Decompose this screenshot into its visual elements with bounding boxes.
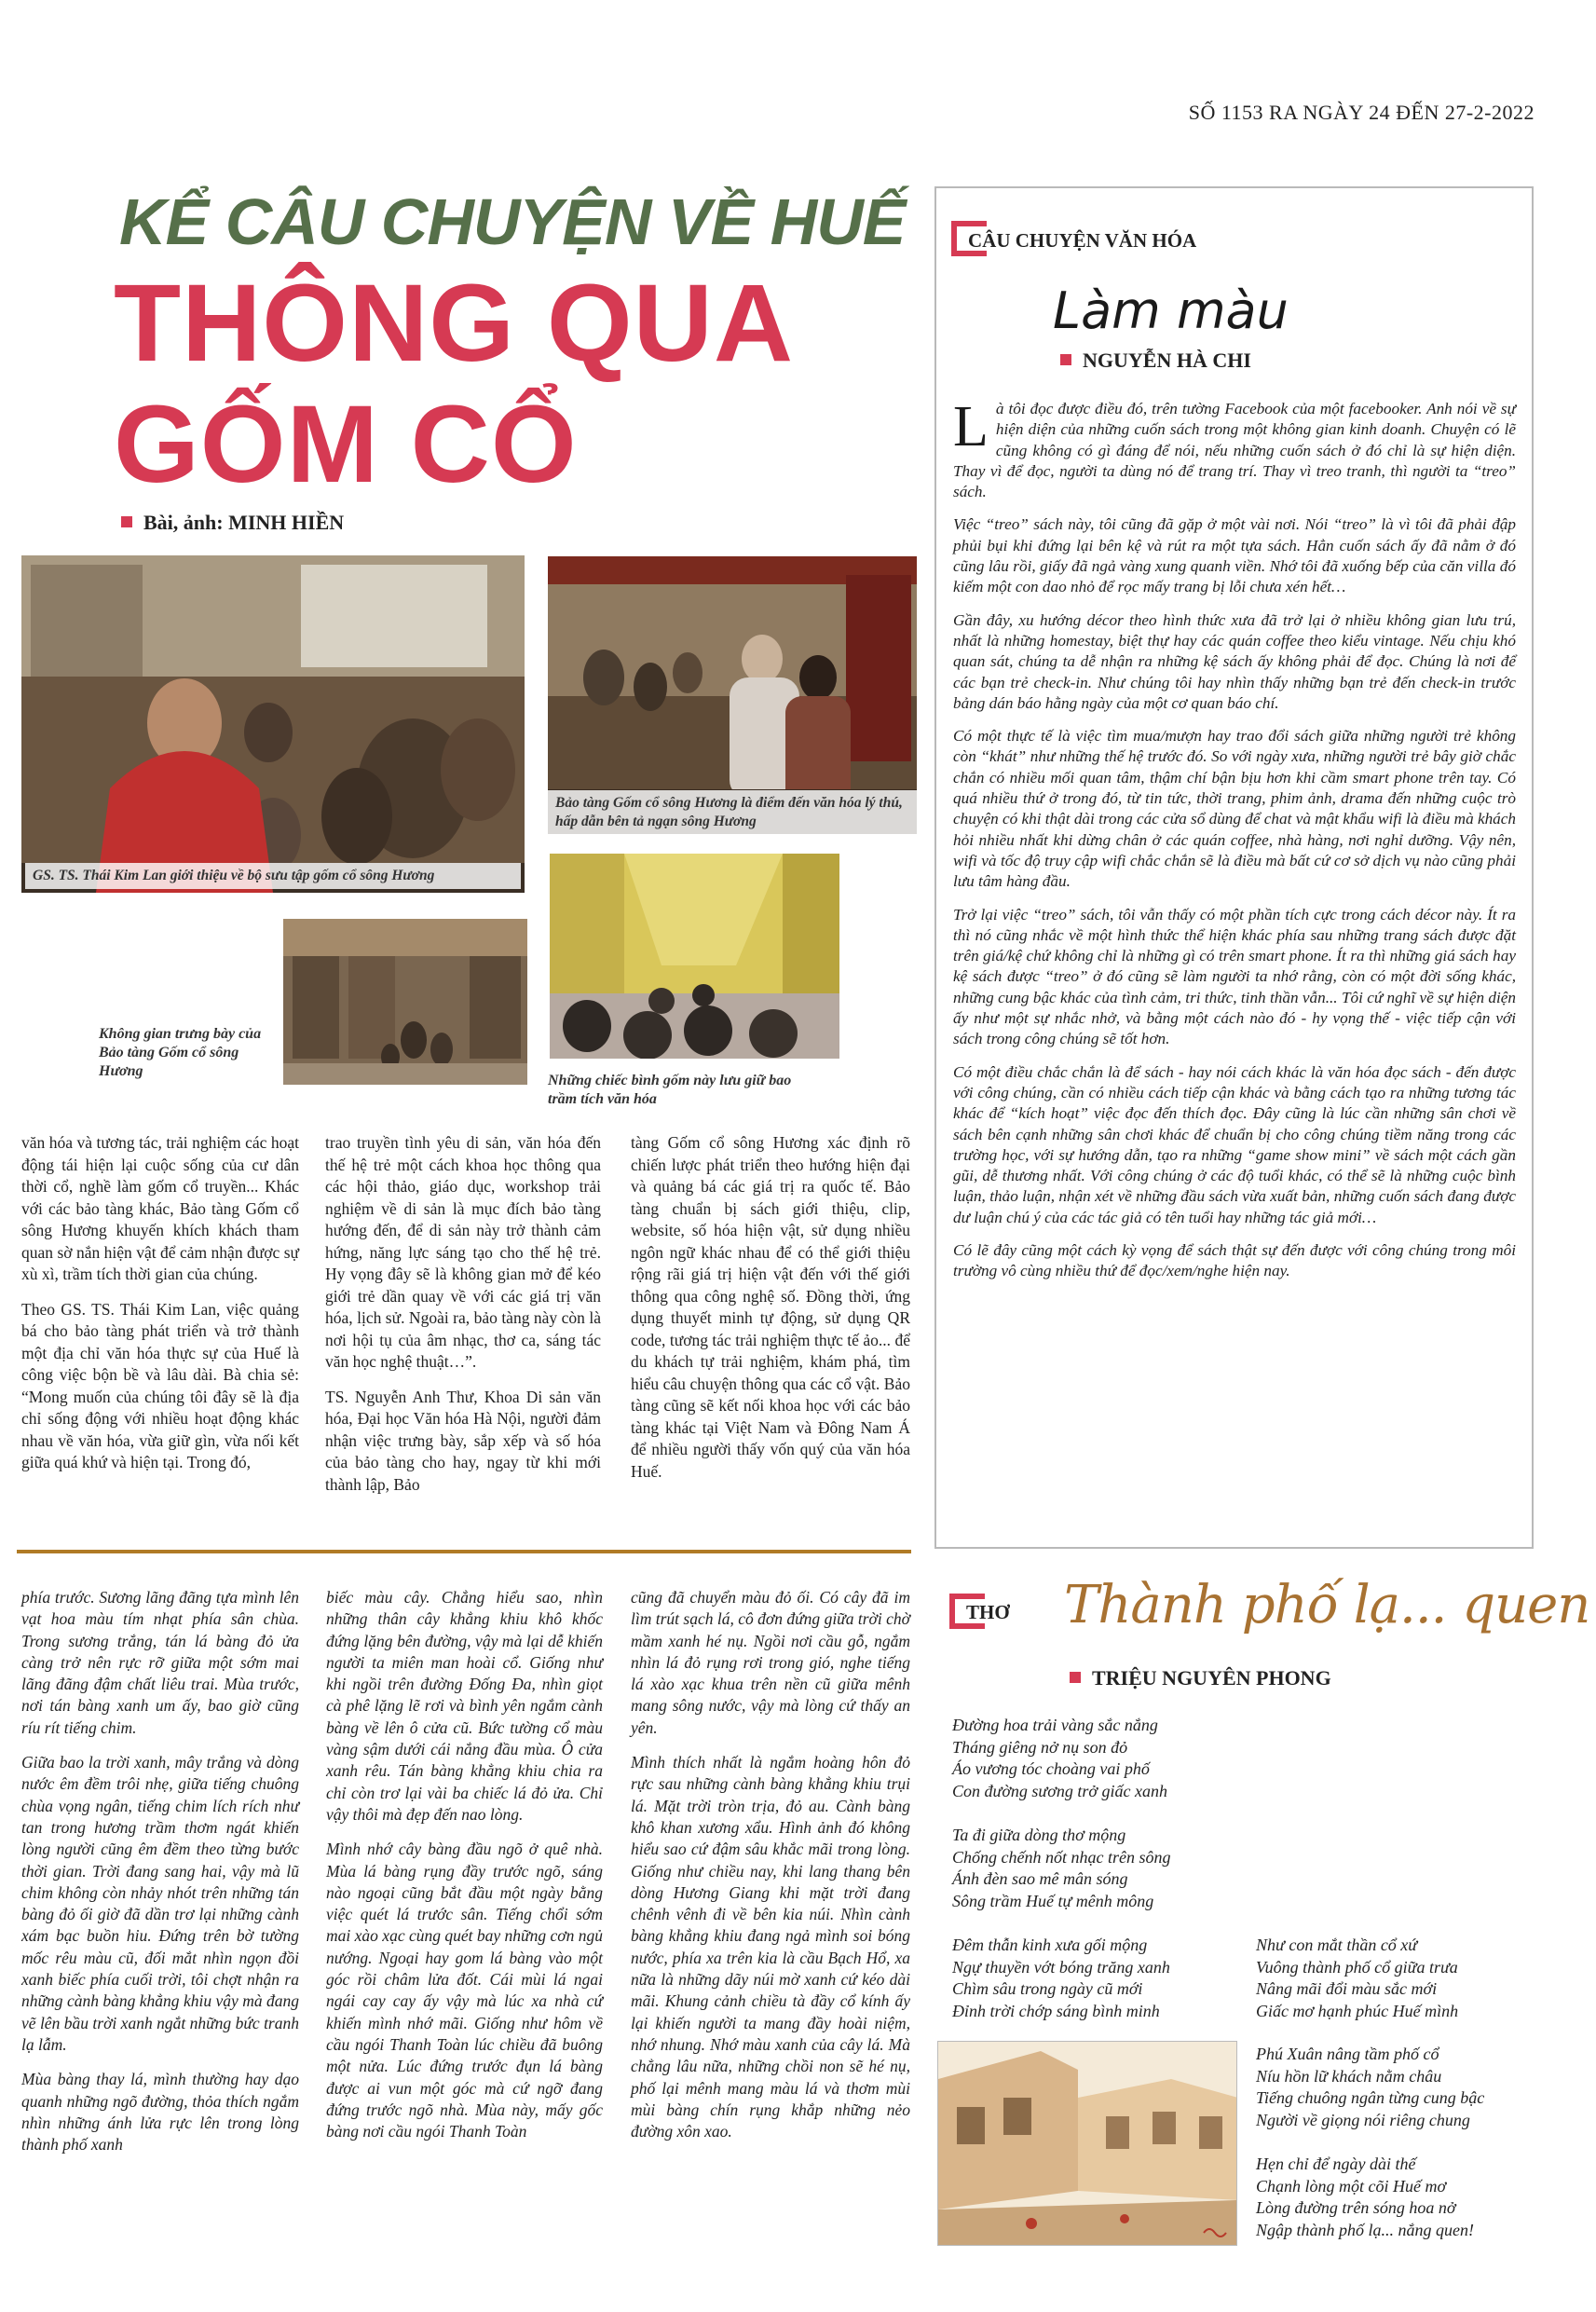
caption-photo-1: GS. TS. Thái Kim Lan giới thiệu về bộ sưu tập gốm cổ sông Hương [25, 863, 521, 889]
poem-title: Thành phố lạ... quen [1064, 1575, 1590, 1635]
culture-body [953, 395, 1516, 1294]
poem-line: Hẹn chỉ để ngày dài thế [1256, 2155, 1416, 2173]
article-headline [114, 263, 934, 505]
caption-photo-4: Những chiếc bình gốm này lưu giữ bao trầm tích văn hóa [548, 1073, 792, 1107]
culture-paragraph: Có một điều chắc chắn là để sách - hay nói cách khác là văn hóa đọc sách - đến được với công chúng, cần có nhiều cách tiếp cận khác và bằng cách tạo ra những tương tác khác để “kích hoạt” việc đọc đến thích đọc. Đây cũng là lúc cần những sân chơi về sách bên cạnh những sân chơi khác để chuẩn bị cho công chúng tiềm năng trong các trường học, với sự hướng dẫn, tạo ra những “game show mini” về sách một cách gần gũi, dễ thương nhất. Với công chúng ở các độ tuổi khác, có thể sẽ là những cuộc bình luận, thảo luận, nhận xét về những đầu sách vừa xuất bản, những cuốn sách đang được dư luận chú ý của các tác giả có tên tuổi hay những tác giả mới… [953, 1062, 1516, 1226]
poem-line: Níu hồn lữ khách nằm châu [1256, 2066, 1442, 2086]
poem-stanza-4 [1256, 1935, 1458, 2022]
article-column-2 [325, 1132, 601, 1509]
essay-column-1 [21, 1587, 299, 2168]
poem-line: Ngập thành phố lạ... nắng quen! [1256, 2220, 1474, 2239]
photo-exhibition-space [283, 919, 527, 1085]
article-byline [121, 511, 344, 535]
poem-line: Con đường sương trở giấc xanh [952, 1781, 1167, 1800]
poem-line: Đêm thẫn kinh xưa gối mộng [952, 1936, 1148, 1954]
culture-first-paragraph [953, 395, 1516, 502]
byline-text: Bài, ảnh: MINH HIỀN [143, 511, 345, 534]
article-kicker: KỂ CÂU CHUYỆN VỀ HUẾ [119, 185, 906, 258]
poem-stanza-5 [1256, 2044, 1484, 2131]
poem-stanza-1 [952, 1715, 1167, 1802]
essay-paragraph: Giữa bao la trời xanh, mây trắng và dòng nước êm đềm trôi nhẹ, giữa tiếng chuông chùa vọng ngân, tiếng chim lích rích như tan trong hương trầm thơm ngát khiến lòng người cũng êm đềm theo từng bước thời gian. Trời đang sang hai, vậy mà lũ chim không còn nhảy nhót trên những tán bàng đỏ ối giờ đã dần trơ lại những cành xám bạc buồn hiu. Đứng trên bờ tường mốc rêu màu cũ, đối mắt nhìn ngọn đồi xanh biếc phía cuối trời, tôi chợt nhận ra những cành bàng khẳng khiu vậy mà đang vẽ lên bầu trời xanh ngắt những bức tranh lạ lẫm. [21, 1753, 299, 2054]
poem-line: Ánh đèn sao mê mân sóng [952, 1869, 1128, 1888]
headline-line-2: GỐM CỔ [114, 383, 578, 506]
byline-square-icon [1060, 354, 1071, 365]
poem-line: Chìm sâu trong ngày cũ mới [952, 1979, 1143, 1998]
byline-text: TRIỆU NGUYÊN PHONG [1092, 1666, 1331, 1690]
essay-paragraph: cũng đã chuyển màu đỏ ối. Có cây đã im lìm trút sạch lá, cô đơn đứng giữa trời chờ mầm xanh hé nụ. Ngồi nơi cầu gỗ, ngắm nhìn lá đỏ rụng rơi trong gió, nghe tiếng lá xào xạc khua trên nền cũ giữa mênh mang sông nước, vậy mà lòng cứ thấy an yên. [631, 1588, 910, 1737]
culture-paragraph: Việc “treo” sách này, tôi cũng đã gặp ở một vài nơi. Nói “treo” là vì tôi đã phải đập phủi bụi khi đứng lại bên kệ và rút ra một tựa sách. Hẳn cuốn sách ấy đã nằm ở đó cũng lâu rồi, giấy đã ngả vàng xung quanh viền. Nhớ tôi đã xuống bếp của căn villa đó kiếm một con dao nhỏ để rọc mấy trang bị lỗi chưa xén hết… [953, 515, 1516, 596]
poem-line: Tiếng chuông ngân từng cung bậc [1256, 2088, 1485, 2107]
culture-section-label: CÂU CHUYỆN VĂN HÓA [968, 229, 1197, 252]
article-column-1 [21, 1132, 299, 1487]
article-paragraph: TS. Nguyễn Anh Thư, Khoa Di sản văn hóa, Đại học Văn hóa Hà Nội, người đảm nhận việc trưng bày, sắp xếp và số hóa của bảo tàng cho hay, ngay từ khi mới thành lập, Bảo [325, 1387, 601, 1494]
poem-section-label: THƠ [966, 1601, 1010, 1623]
culture-paragraph: Có lẽ đây cũng một cách kỳ vọng để sách thật sự đến được với công chúng trong môi trường vô cùng nhiều thứ để đọc/xem/nghe hiện nay. [953, 1240, 1516, 1280]
poem-line: Chống chếnh nốt nhạc trên sông [952, 1847, 1171, 1867]
poem-illustration-old-town [937, 2041, 1237, 2246]
byline-square-icon [1070, 1672, 1081, 1683]
article-paragraph: tàng Gốm cổ sông Hương xác định rõ chiến lược phát triển theo hướng hiện đại và quảng bá các giá trị ra quốc tế. Bảo tàng chuẩn bị sách giới thiệu, clip, website, số hóa hiện vật, sử dụng nhiều ngôn ngữ khác nhau để có thể giới thiệu rộng rãi giá trị hiện vật đến với thế giới thông qua công nghệ số. Đồng thời, ứng dụng thuyết minh tự động, sử dụng QR code, tương tác trải nghiệm thực tế ảo... để du khách tự trải nghiệm, khám phá, tìm hiểu câu chuyện thông qua các cổ vật. Bảo tàng cũng sẽ kết nối khoa học với các bảo tàng khác tại Việt Nam và Đông Nam Á để nhiều người thấy vốn quý của văn hóa Huế. [631, 1133, 910, 1481]
essay-paragraph: Mình thích nhất là ngắm hoàng hôn đỏ rực sau những cành bàng khẳng khiu trụi lá. Mặt trời tròn trịa, đỏ au. Cành bàng khô khan xương xẩu. Hình ảnh đó không hiểu sao cứ đậm sâu khắc mãi trong lòng. Giống như chiều nay, khi lang thang bên dòng Hương Giang khi mặt trời đang chênh vênh đi về bên kia núi. Nhìn cành bàng khẳng khiu đang ngả mình soi bóng nước, phía xa trên kia là cầu Bạch Hổ, xa nữa là những dãy núi mờ xanh cứ kéo dài mãi. Khung cảnh chiều tà đầy cổ kính ấy lại khiến người ta mang đầy hoài niệm, nhớ nhung. Nhớ màu xanh của cây lá. Mà chẳng lâu nữa, những chồi non sẽ hé nụ, phố lại mênh mang màu lá và thơm mùi mùi bàng chín rụng khắp những nẻo đường xôn xao. [631, 1753, 910, 2141]
section-divider [17, 1550, 911, 1553]
caption-photo-3: Không gian trưng bày của Bảo tàng Gốm cổ sông Hương [99, 1026, 262, 1079]
poem-line: Sông trầm Huế tự mênh mông [952, 1891, 1154, 1910]
poem-line: Áo vương tóc choàng vai phố [952, 1759, 1150, 1778]
byline-square-icon [121, 516, 132, 527]
poem-line: Giấc mơ hạnh phúc Huế mình [1256, 2001, 1459, 2020]
photo-ceramic-jars-corridor [550, 854, 839, 1059]
poem-line: Lòng đường trên sóng hoa nở [1256, 2198, 1456, 2217]
poem-line: Tháng giêng nở nụ son đỏ [952, 1737, 1128, 1757]
poem-line: Chạnh lòng một cõi Huế mơ [1256, 2176, 1447, 2196]
article-column-3 [631, 1132, 910, 1496]
poem-line: Vuông thành phố cổ giữa trưa [1256, 1957, 1458, 1977]
poem-stanza-3 [952, 1935, 1170, 2022]
essay-paragraph: biếc màu cây. Chẳng hiểu sao, nhìn những thân cây khẳng khiu khô khốc đứng lặng bên đường, vậy mà lại dễ khiến người ta miên man hoài cổ. Giống như khi ngồi trên đường Đống Đa, nhìn giọt cà phê lặng lẽ rơi và bình yên ngắm cành bàng về lên ô cửa cũ. Bức tường cổ màu vàng sậm dưới cái nắng đầu mùa. Ô cửa xanh rêu. Tán bàng khẳng khiu chia ra chỉ còn trơ lại vài ba chiếc lá đỏ ửa. Chỉ vậy thôi mà đẹp đến nao lòng. [326, 1588, 603, 1824]
poem-line: Phú Xuân nâng tầm phố cổ [1256, 2045, 1439, 2063]
first-paragraph-text: à tôi đọc được điều đó, trên tường Facebook của một facebooker. Anh nói về sự hiện diện của những cuốn sách trong một không gian kinh doanh. Chuyện có lẽ cũng không có gì đáng để nói, nếu những cuốn sách ở đó chỉ là sự hiện diện. Thay vì để đọc, người ta dùng nó để trang trí. Thay vì treo tranh, thì người ta “treo” sách. [953, 400, 1516, 501]
drop-cap: L [953, 395, 989, 458]
essay-paragraph: phía trước. Sương lãng đãng tựa mình lên vạt hoa màu tím nhạt phía sân chùa. Trong sương trắng, tán lá bàng đỏ ửa càng trở nên rực rỡ giữa một sớm mai lãng đãng đậm chất liêu trai. Mùa trước, nơi tán bàng xanh um ấy, bao giờ cũng ríu rít tiếng chim. [21, 1588, 299, 1737]
poem-line: Đỉnh trời chớp sáng bình minh [952, 2001, 1160, 2020]
article-paragraph: văn hóa và tương tác, trải nghiệm các hoạt động tái hiện lại cuộc sống của cư dân thời cổ, nghề làm gốm cổ truyền... Khác với các bảo tàng khác, Bảo tàng Gốm cổ sông Hương khuyến khích khách tham quan sờ nắn hiện vật để cảm nhận được sự xù xì, trầm tích thời gian của chúng. [21, 1133, 299, 1283]
poem-byline [1070, 1666, 1331, 1690]
article-paragraph: trao truyền tình yêu di sản, văn hóa đến thế hệ trẻ một cách khoa học thông qua các hội thảo, giáo dục, workshop trải nghiệm về di sản là mục đích bảo tàng hướng đến, để di sản này trở thành cảm hứng, năng lực sáng tạo cho thế hệ trẻ. Hy vọng đây sẽ là không gian mở để kéo giới trẻ dần quay về với các giá trị văn hóa, lịch sử. Ngoài ra, bảo tàng này còn là nơi hội tụ của âm nhạc, thơ ca, sáng tác văn học nghệ thuật…”. [325, 1133, 601, 1371]
poem-line: Người về giọng nói riêng chung [1256, 2110, 1470, 2129]
poem-stanza-6 [1256, 2154, 1474, 2241]
article-paragraph: Theo GS. TS. Thái Kim Lan, việc quảng bá cho bảo tàng phát triển và trở thành một địa chỉ văn hóa thực sự của Huế là công việc bộn bề và lâu dài. Bà chia sẻ: “Mong muốn của chúng tôi đây sẽ là địa chỉ sống động với nhiều hoạt động khác nhau về văn hóa, vừa giữ gìn, vừa nối kết giữa quá khứ và hiện tại. Trong đó, [21, 1299, 299, 1471]
poem-line: Nâng mãi đổi màu sắc mới [1256, 1979, 1438, 1998]
culture-paragraph: Gần đây, xu hướng décor theo hình thức xưa đã trở lại ở nhiều không gian lưu trú, nhất là những homestay, biệt thự hay các quán coffee theo kiểu vintage. Nếu chịu khó quan sát, chúng ta dễ nhận ra những kệ sách ấy không phải để đọc. Chúng là nơi để các bạn trẻ check-in. Như chúng tôi hay nhìn thấy những bạn trẻ đến check-in trước bảng dán báo hằng ngày của một cơ quan báo chí. [953, 610, 1516, 712]
poem-line: Đường hoa trải vàng sắc nắng [952, 1716, 1158, 1734]
caption-photo-2: Bảo tàng Gốm cổ sông Hương là điểm đến văn hóa lý thú, hấp dẫn bên tả ngạn sông Hương [548, 790, 917, 835]
culture-paragraph: Có một thực tế là việc tìm mua/mượn hay trao đổi sách giữa những người trẻ không còn “khát” như những thế hệ trước đó. So với ngày xưa, những người trẻ bây giờ chắc chắn có nhiều mối quan tâm, thậm chí bận bịu hơn khi cầm smart phone trên tay. Có quá nhiều thứ ở trong đó, từ tin tức, thời trang, phim ảnh, drama đến những cuộc trò chuyện có khi thật dài trong các cửa sổ dùng để chat và mật khẩu wifi là điều mà khách hỏi nhiều nhất khi dừng chân ở các quán coffee, nhà hàng, nơi nghỉ dưỡng. Vậy nên, wifi và tốc độ truy cập wifi chắc chắn sẽ là điều mà bất cứ cơ sở dịch vụ nào cũng phải lưu tâm hàng đầu. [953, 727, 1516, 891]
essay-paragraph: Mình nhớ cây bàng đầu ngõ ở quê nhà. Mùa lá bàng rụng đầy trước ngõ, sáng nào ngoại cũng bắt đầu một ngày bằng việc quét lá trước sân. Tiếng chổi sớm mai xào xạc cùng quét bay những cơn ngủ nướng. Ngoại hay gom lá bàng vào một góc rồi châm lửa đốt. Cái mùi lá ngai ngái cay cay ấy vậy mà lúc xa nhà cứ khiến mình nhớ mãi. Giống như hôm về cầu ngói Thanh Toàn lúc chiều đã buông một nửa. Lúc đứng trước đụn lá bàng được ai vun một góc mà cứ ngỡ đang đứng trước ngõ nhà. Mùa này, mấy gốc bàng nơi cầu ngói Thanh Toàn [326, 1840, 603, 2141]
culture-title: Làm màu [1053, 281, 1289, 340]
essay-column-2 [326, 1587, 603, 2155]
issue-date: SỐ 1153 RA NGÀY 24 ĐẾN 27-2-2022 [1188, 101, 1535, 124]
poem-stanza-2 [952, 1825, 1170, 1912]
culture-paragraph: Trở lại việc “treo” sách, tôi vẫn thấy có một phần tích cực trong cách décor này. Ít ra thì nó cũng nhắc về một hình thức thể hiện khác phía sau những trang sách được đặt trên giá/kệ chứ không chỉ là những gì có trên smart phone. Ít ra thì những giá sách hay kệ sách được “treo” ở đó cũng sẽ làm người ta nhớ rằng, còn có một đời sống khác, những cung bậc khác của tình cảm, tri thức, tinh thần vẫn... Tôi cứ nghĩ về sự hiện diện ấy như một sự nhắc nhở, và bằng một cách nào đó - hy vọng thế - việc tiếp cận với sách trong công chúng sẽ tốt hơn. [953, 905, 1516, 1048]
culture-byline [1060, 349, 1251, 373]
poem-line: Ngự thuyền vớt bóng trăng xanh [952, 1957, 1170, 1977]
poem-line: Ta đi giữa dòng thơ mộng [952, 1826, 1126, 1844]
photo-professor-with-pottery [21, 555, 525, 893]
essay-paragraph: Mùa bàng thay lá, mình thường hay dạo quanh những ngõ đường, thỏa thích ngắm nhìn những ánh lửa rực lên trong lòng thành phố xanh [21, 2070, 299, 2155]
byline-text: NGUYỄN HÀ CHI [1083, 349, 1251, 372]
essay-column-3 [631, 1587, 910, 2155]
poem-line: Như con mắt thần cổ xứ [1256, 1936, 1418, 1954]
headline-line-1: THÔNG QUA [114, 262, 795, 385]
